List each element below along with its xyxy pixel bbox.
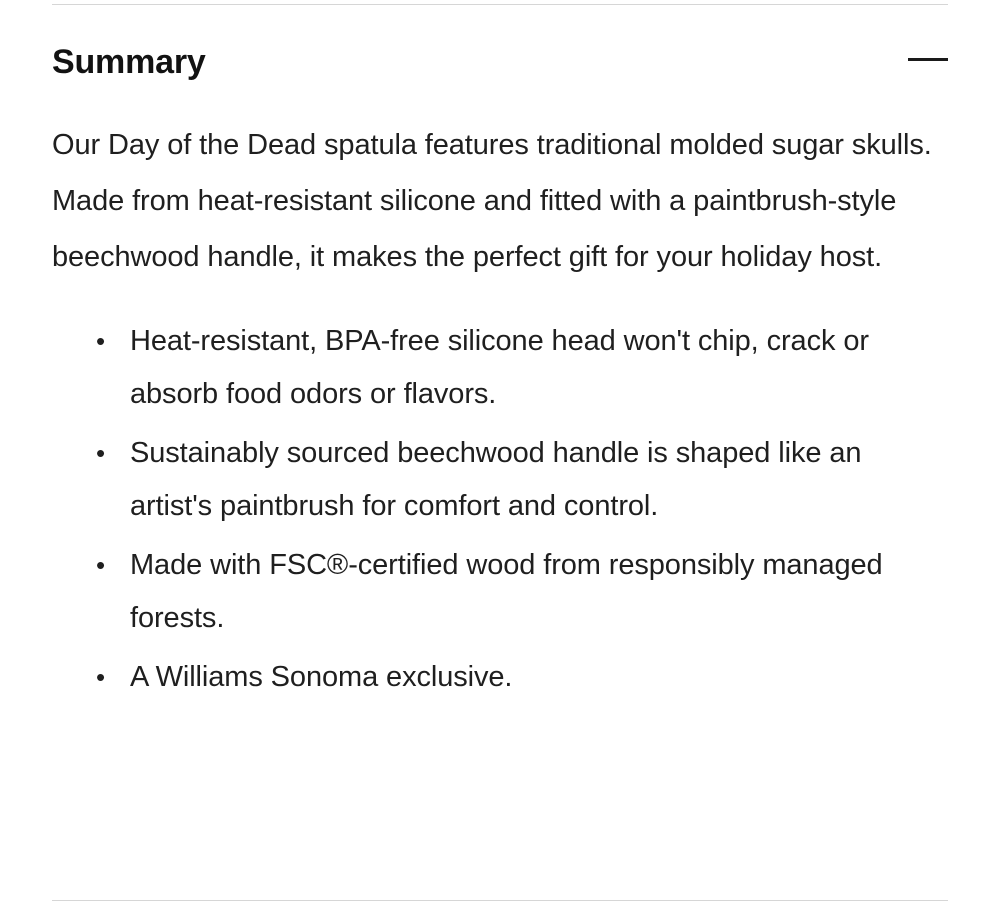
list-item [92,315,910,421]
list-item-label: A Williams Sonoma exclusive. [130,661,513,694]
minus-icon [908,58,948,61]
summary-section [52,4,948,710]
bullet-icon: • [96,550,106,581]
list-item [92,651,910,704]
bullet-icon: • [96,326,106,357]
collapse-section-button[interactable] [908,58,948,61]
list-item-label: Heat-resistant, BPA-free silicone head won't chip, crack or absorb food odors or flavors. [130,325,869,411]
page-title: Summary [52,43,206,81]
list-item [92,427,910,533]
bullet-icon: • [96,662,106,693]
feature-list [52,315,948,704]
bullet-icon: • [96,438,106,469]
summary-section-header[interactable] [52,4,948,81]
list-item-label: Sustainably sourced beechwood handle is shaped like an artist's paintbrush for comfort and control. [130,437,862,523]
list-item-label: Made with FSC®-certified wood from responsibly managed forests. [130,549,883,635]
divider-bottom [52,900,948,901]
list-item [92,539,910,645]
summary-paragraph: Our Day of the Dead spatula features traditional molded sugar skulls. Made from heat-resistant silicone and fitted with a paintbrush-style beechwood handle, it makes the perfect gift for your holiday host. [52,129,932,274]
